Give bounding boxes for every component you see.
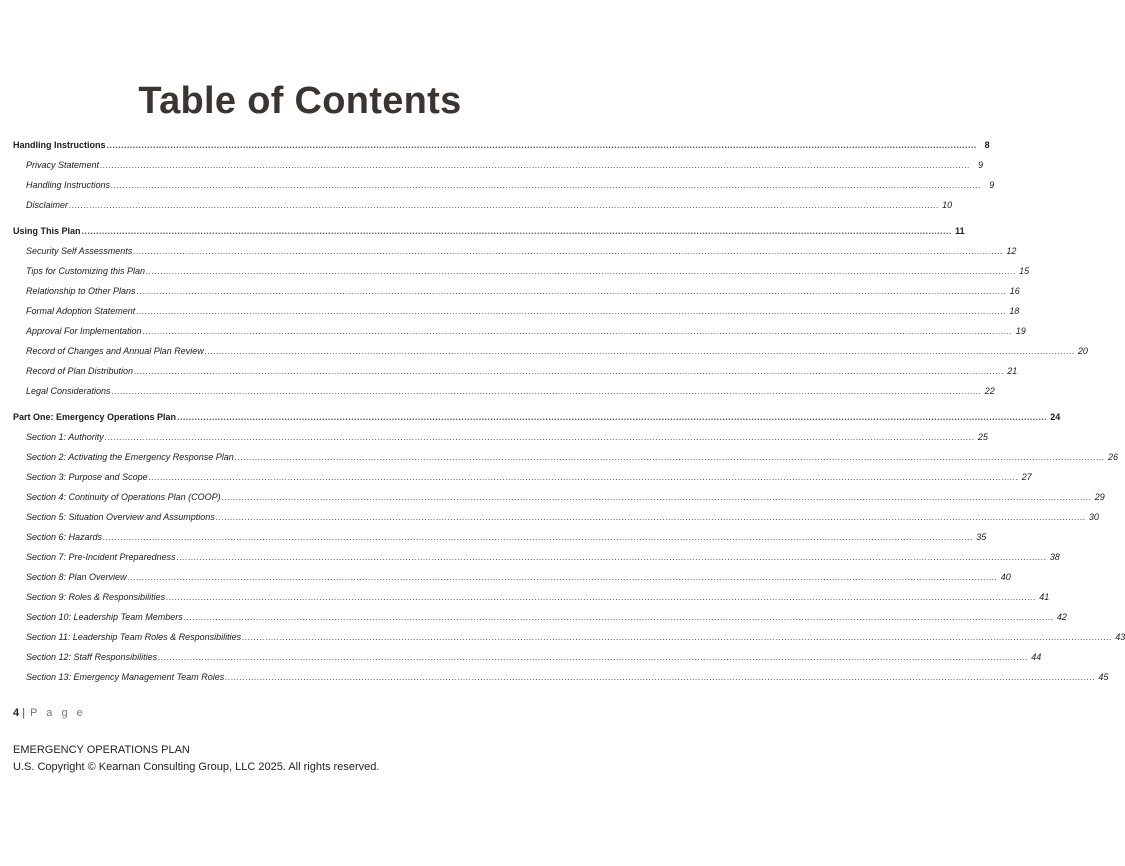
toc-dot-leader: ............................................................................................................................................................................................................................................................................................................ — [127, 572, 998, 582]
toc-entry[interactable] — [13, 346, 1088, 366]
toc-section-entry[interactable] — [13, 412, 1061, 432]
toc-dot-leader: ............................................................................................................................................................................................................................................................................................................ — [104, 432, 975, 442]
toc-dot-leader: ............................................................................................................................................................................................................................................................................................................ — [234, 452, 1105, 462]
toc-entry-label: Section 9: Roles & Responsibilities — [26, 592, 166, 602]
toc-entry-label: Section 11: Leadership Team Roles & Responsibilities — [26, 632, 242, 642]
toc-entry-label: Section 10: Leadership Team Members — [26, 612, 183, 622]
toc-dot-leader: ............................................................................................................................................................................................................................................................................................................ — [183, 612, 1054, 622]
toc-entry[interactable] — [13, 572, 1011, 592]
toc-entry-page: 26 — [1107, 452, 1118, 462]
toc-entry-page: 40 — [1000, 572, 1011, 582]
toc-entry-label: Section 8: Plan Overview — [26, 572, 127, 582]
toc-entry-page: 16 — [1009, 286, 1020, 296]
footer — [13, 742, 379, 776]
toc-entry[interactable] — [13, 326, 1026, 346]
toc-section-entry[interactable] — [13, 140, 990, 160]
toc-entry[interactable] — [13, 286, 1020, 306]
toc-entry-label: Part One: Emergency Operations Plan — [13, 412, 177, 422]
toc-entry-page: 12 — [1006, 246, 1017, 256]
toc-entry[interactable] — [13, 432, 988, 452]
toc-dot-leader: ............................................................................................................................................................................................................................................................................................................ — [221, 492, 1092, 502]
toc-dot-leader: ............................................................................................................................................................................................................................................................................................................ — [69, 200, 940, 210]
toc-entry[interactable] — [13, 632, 1125, 652]
toc-entry-page: 21 — [1007, 366, 1018, 376]
toc-dot-leader: ............................................................................................................................................................................................................................................................................................................ — [145, 266, 1017, 276]
toc-dot-leader: ............................................................................................................................................................................................................................................................................................................ — [242, 632, 1113, 642]
toc-entry-page: 35 — [976, 532, 987, 542]
toc-dot-leader: ............................................................................................................................................................................................................................................................................................................ — [106, 140, 977, 150]
toc-entry-label: Legal Considerations — [26, 386, 111, 396]
page-number-label: P a g e — [30, 707, 86, 719]
toc-entry-page: 10 — [942, 200, 953, 210]
toc-entry-label: Handling Instructions — [13, 140, 106, 150]
toc-entry-label: Handling Instructions — [26, 180, 111, 190]
toc-entry-page: 20 — [1077, 346, 1088, 356]
toc-entry-label: Relationship to Other Plans — [26, 286, 136, 296]
toc-dot-leader: ............................................................................................................................................................................................................................................................................................................ — [142, 326, 1013, 336]
toc-entry-page: 42 — [1056, 612, 1067, 622]
toc-entry[interactable] — [13, 532, 987, 552]
toc-entry[interactable] — [13, 246, 1017, 266]
toc-entry-label: Section 1: Authority — [26, 432, 104, 442]
toc-entry-label: Security Self Assessments — [26, 246, 133, 256]
toc-entry[interactable] — [13, 592, 1050, 612]
toc-entry-page: 11 — [955, 226, 965, 236]
toc-entry-label: Privacy Statement — [26, 160, 100, 170]
toc-entry[interactable] — [13, 492, 1105, 512]
page-number — [13, 707, 86, 719]
toc-entry-page: 44 — [1031, 652, 1042, 662]
toc-dot-leader: ............................................................................................................................................................................................................................................................................................................ — [111, 386, 982, 396]
page-number-value: 4 — [13, 707, 20, 719]
toc-entry-page: 19 — [1015, 326, 1026, 336]
toc-entry[interactable] — [13, 366, 1018, 386]
toc-entry-page: 18 — [1009, 306, 1020, 316]
toc-dot-leader: ............................................................................................................................................................................................................................................................................................................ — [204, 346, 1075, 356]
toc-entry[interactable] — [13, 612, 1067, 632]
toc-dot-leader: ............................................................................................................................................................................................................................................................................................................ — [215, 512, 1086, 522]
toc-dot-leader: ............................................................................................................................................................................................................................................................................................................ — [134, 366, 1005, 376]
toc-dot-leader: ............................................................................................................................................................................................................................................................................................................ — [166, 592, 1037, 602]
toc-dot-leader: ............................................................................................................................................................................................................................................................................................................ — [136, 286, 1007, 296]
toc-entry-label: Section 6: Hazards — [26, 532, 103, 542]
toc-dot-leader: ............................................................................................................................................................................................................................................................................................................ — [81, 226, 952, 236]
toc-dot-leader: ............................................................................................................................................................................................................................................................................................................ — [111, 180, 982, 190]
toc-entry-label: Formal Adoption Statement — [26, 306, 136, 316]
toc-entry-label: Section 5: Situation Overview and Assumptions — [26, 512, 215, 522]
toc-entry[interactable] — [13, 512, 1099, 532]
toc-entry-page: 9 — [989, 180, 995, 190]
toc-entry-page: 25 — [977, 432, 988, 442]
toc-entry-page: 27 — [1021, 472, 1032, 482]
toc-dot-leader: ............................................................................................................................................................................................................................................................................................................ — [176, 552, 1047, 562]
toc-entry-page: 30 — [1088, 512, 1099, 522]
toc-dot-leader: ............................................................................................................................................................................................................................................................................................................ — [158, 652, 1029, 662]
toc-entry-page: 8 — [984, 140, 990, 150]
toc-entry-page: 41 — [1039, 592, 1050, 602]
toc-entry[interactable] — [13, 452, 1118, 472]
toc-entry[interactable] — [13, 306, 1020, 326]
toc-dot-leader: ............................................................................................................................................................................................................................................................................................................ — [100, 160, 971, 170]
toc-entry[interactable] — [13, 652, 1042, 672]
toc-entry[interactable] — [13, 180, 995, 200]
footer-title: EMERGENCY OPERATIONS PLAN — [13, 744, 190, 756]
toc-entry[interactable] — [13, 672, 1109, 692]
toc-dot-leader: ............................................................................................................................................................................................................................................................................................................ — [225, 672, 1096, 682]
toc-entry-page: 45 — [1098, 672, 1109, 682]
toc-dot-leader: ............................................................................................................................................................................................................................................................................................................ — [136, 306, 1007, 316]
toc-entry-page: 24 — [1050, 412, 1061, 422]
toc-dot-leader: ............................................................................................................................................................................................................................................................................................................ — [177, 412, 1048, 422]
toc-entry-page: 43 — [1115, 632, 1125, 642]
table-of-contents — [13, 140, 1125, 692]
toc-entry[interactable] — [13, 160, 984, 180]
toc-entry-label: Tips for Customizing this Plan — [26, 266, 145, 276]
toc-entry-page: 9 — [978, 160, 984, 170]
toc-entry-label: Section 2: Activating the Emergency Response Plan — [26, 452, 234, 462]
toc-entry[interactable] — [13, 552, 1060, 572]
toc-dot-leader: ............................................................................................................................................................................................................................................................................................................ — [103, 532, 974, 542]
page-number-separator: | — [22, 707, 26, 719]
toc-entry-label: Using This Plan — [13, 226, 81, 236]
toc-entry-label: Disclaimer — [26, 200, 69, 210]
toc-entry-page: 29 — [1094, 492, 1105, 502]
toc-entry-label: Section 4: Continuity of Operations Plan (COOP) — [26, 492, 221, 502]
toc-entry-label: Record of Plan Distribution — [26, 366, 134, 376]
toc-entry-label: Section 12: Staff Responsibilities — [26, 652, 158, 662]
toc-dot-leader: ............................................................................................................................................................................................................................................................................................................ — [133, 246, 1004, 256]
toc-entry[interactable] — [13, 472, 1032, 492]
toc-dot-leader: ............................................................................................................................................................................................................................................................................................................ — [148, 472, 1019, 482]
toc-section-entry[interactable] — [13, 226, 965, 246]
toc-entry[interactable] — [13, 386, 995, 406]
page-title: Table of Contents — [138, 80, 462, 122]
toc-entry-label: Section 3: Purpose and Scope — [26, 472, 148, 482]
toc-entry-label: Section 7: Pre-Incident Preparedness — [26, 552, 176, 562]
toc-entry-label: Approval For Implementation — [26, 326, 142, 336]
toc-entry-label: Record of Changes and Annual Plan Review — [26, 346, 204, 356]
toc-entry-label: Section 13: Emergency Management Team Roles — [26, 672, 225, 682]
toc-entry-page: 38 — [1049, 552, 1060, 562]
toc-entry[interactable] — [13, 266, 1030, 286]
toc-entry[interactable] — [13, 200, 953, 220]
footer-copyright: U.S. Copyright © Kearnan Consulting Group, LLC 2025. All rights reserved. — [13, 761, 380, 773]
toc-entry-page: 15 — [1019, 266, 1030, 276]
toc-entry-page: 22 — [984, 386, 995, 396]
